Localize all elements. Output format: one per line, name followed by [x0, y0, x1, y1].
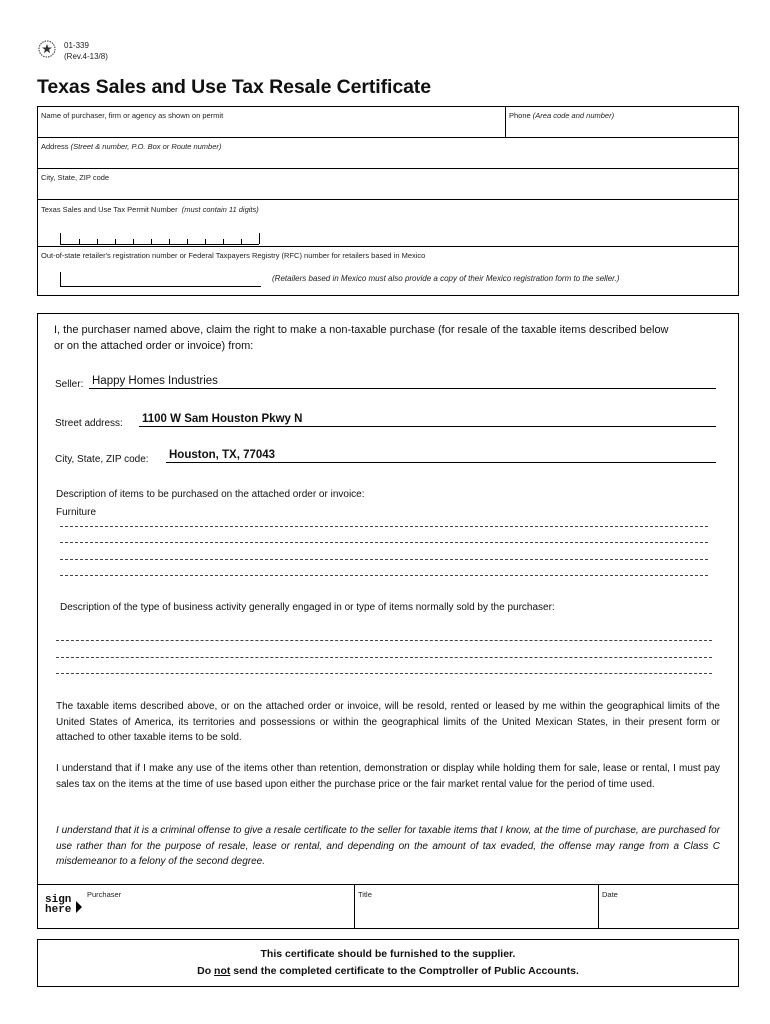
phone-input[interactable] [506, 107, 738, 137]
mexico-note: (Retailers based in Mexico must also provide a copy of their Mexico registration form to the seller.) [272, 274, 620, 283]
footer-notice [37, 939, 739, 987]
seller-label: Seller: [55, 379, 84, 390]
date-input[interactable] [599, 885, 738, 929]
items-label: Description of items to be purchased on the attached order or invoice: [56, 489, 365, 500]
permit-label: Texas Sales and Use Tax Permit Number (must contain 11 digits) [41, 205, 259, 214]
footer-line-1: This certificate should be furnished to the supplier. [260, 948, 516, 960]
form-revision: (Rev.4-13/8) [64, 52, 108, 61]
form-number-block [64, 40, 108, 62]
resale-claim-box [37, 313, 739, 929]
seller-city-value: Houston, TX, 77043 [169, 449, 276, 461]
sign-here-icon: sign here [45, 894, 72, 916]
date-label: Date [602, 890, 618, 899]
permit-row [38, 200, 738, 247]
items-value[interactable]: Furniture [56, 507, 97, 518]
purchaser-name-row [38, 107, 738, 138]
seller-city-input[interactable] [166, 448, 716, 463]
street-label: Street address: [55, 418, 123, 429]
page-title: Texas Sales and Use Tax Resale Certificate [37, 76, 431, 98]
sign-arrow-icon [76, 901, 82, 913]
items-line[interactable] [60, 542, 708, 543]
footer-line-2: Do not send the completed certificate to the Comptroller of Public Accounts. [197, 965, 579, 977]
items-line[interactable] [60, 559, 708, 560]
seller-input[interactable] [89, 374, 716, 389]
purchaser-name-input[interactable] [38, 107, 504, 137]
permit-number-input[interactable] [60, 233, 259, 245]
resale-statement: The taxable items described above, or on the attached order or invoice, will be resold, rented or leased by me within the geographical limits of the United States of America, its territories and possessions or within the geographical limits of the United Mexican States, in their present form or attached to other taxable items to be sold. [56, 701, 720, 743]
items-line[interactable] [60, 526, 708, 527]
form-number: 01-339 [64, 41, 89, 50]
phone-label: Phone (Area code and number) [509, 111, 615, 120]
purchaser-signature-label: Purchaser [87, 890, 122, 899]
activity-line[interactable] [56, 640, 712, 641]
items-line[interactable] [60, 575, 708, 576]
use-tax-statement: I understand that if I make any use of the items other than retention, demonstration or display while holding them for sale, lease or rental, I must pay sales tax on the items at the time of use based upon either the purchase price or the fair market rental value for the period of time used. [56, 763, 720, 790]
state-seal-icon [38, 40, 56, 58]
mexico-label: Out-of-state retailer's registration number or Federal Taxpayers Registry (RFC) number for retailers based in Mexico [41, 251, 426, 260]
street-input[interactable] [139, 412, 716, 427]
mexico-row [38, 247, 738, 295]
purchaser-info-box [37, 106, 739, 296]
seller-city-label: City, State, ZIP code: [55, 454, 149, 465]
address-label: Address (Street & number, P.O. Box or Route number) [41, 142, 222, 151]
street-value: 1100 W Sam Houston Pkwy N [142, 413, 303, 425]
activity-line[interactable] [56, 657, 712, 658]
purchaser-name-label: Name of purchaser, firm or agency as shown on permit [41, 111, 224, 120]
purchaser-city-row[interactable] [38, 169, 738, 200]
mexico-registration-input[interactable] [60, 272, 261, 287]
purchaser-city-label: City, State, ZIP code [41, 173, 110, 182]
activity-line[interactable] [56, 673, 712, 674]
seller-value: Happy Homes Industries [92, 375, 218, 387]
claim-intro: I, the purchaser named above, claim the right to make a non-taxable purchase (for resale of the taxable items described below or on the attached order or invoice) from: [54, 324, 669, 352]
activity-label: Description of the type of business activity generally engaged in or type of items normally sold by the purchaser: [60, 602, 555, 613]
purchaser-signature-input[interactable] [84, 885, 354, 929]
address-row[interactable] [38, 138, 738, 169]
signature-row [38, 884, 738, 929]
title-label: Title [358, 890, 372, 899]
criminal-offense-statement: I understand that it is a criminal offense to give a resale certificate to the seller for taxable items that I know, at the time of purchase, are purchased for use rather than for the purpose of resale, lease or rental, and depending on the amount of tax evaded, the offense may range from a Class C misdemeanor to a felony of the second degree. [56, 825, 720, 867]
title-input[interactable] [355, 885, 598, 929]
